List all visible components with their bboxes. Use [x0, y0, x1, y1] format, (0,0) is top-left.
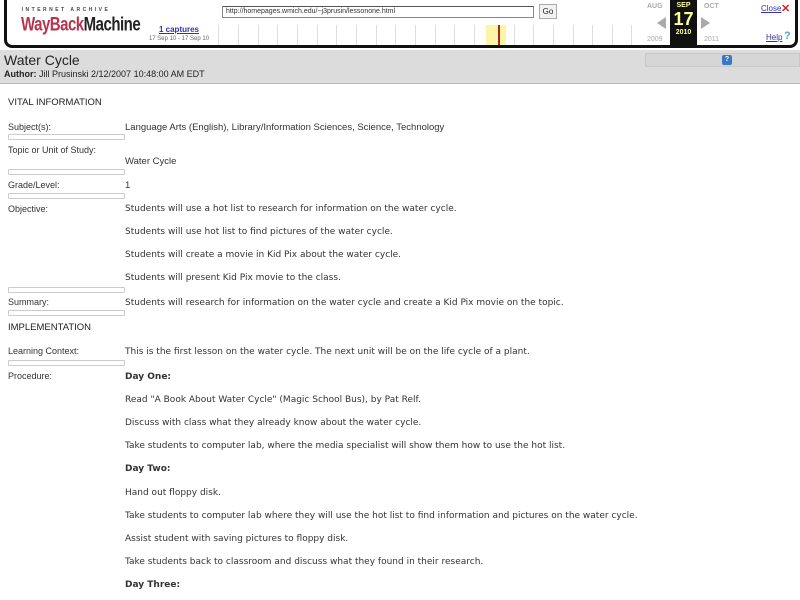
section-title-vital: VITAL INFORMATION [8, 97, 102, 108]
next-month[interactable]: OCT [704, 3, 719, 10]
current-year: 2010 [675, 29, 692, 36]
procedure-step: Discuss with class what they already know about the water cycle. [125, 418, 422, 428]
label-box [8, 287, 125, 293]
page-author [4, 69, 205, 79]
timeline-tick [317, 25, 318, 45]
timeline-tick [631, 25, 632, 45]
timeline-tick [258, 25, 259, 45]
label-box [8, 310, 125, 316]
capture-timeline[interactable] [212, 23, 632, 47]
section-title-implementation: IMPLEMENTATION [8, 322, 92, 333]
logo-main-part1: WayBack [21, 13, 84, 36]
help-icon[interactable]: ? [722, 55, 732, 65]
topic-value: Water Cycle [125, 156, 177, 167]
next-arrow-icon[interactable] [701, 17, 710, 29]
timeline-tick [514, 25, 515, 45]
timeline-tick [395, 25, 396, 45]
subjects-label: Subject(s): [8, 122, 52, 132]
timeline-tick [474, 25, 475, 45]
captures-info [139, 25, 219, 42]
timeline-tick [356, 25, 357, 45]
logo-main-part2: Machine [83, 13, 141, 36]
timeline-tick [533, 25, 534, 45]
timeline-tick [376, 25, 377, 45]
url-input[interactable]: http://homepages.wmich.edu/~j3prusin/lessonone.html [222, 6, 534, 18]
prev-year[interactable]: 2009 [647, 36, 663, 43]
topic-label: Topic or Unit of Study: [8, 145, 97, 155]
procedure-day-heading: Day Two: [125, 464, 171, 474]
captures-range: 17 Sep 10 - 17 Sep 10 [148, 36, 210, 42]
timeline-tick [415, 25, 416, 45]
captures-link[interactable]: 1 captures [158, 25, 200, 34]
logo-top-text: INTERNET ARCHIVE [21, 7, 111, 13]
objective-item: Students will create a movie in Kid Pix about the water cycle. [125, 250, 402, 260]
timeline-tick [553, 25, 554, 45]
current-day: 17 [673, 9, 694, 29]
subjects-value: Language Arts (English), Library/Information Sciences, Science, Technology [125, 122, 445, 133]
grade-value: 1 [125, 180, 131, 191]
procedure-day-heading: Day One: [125, 372, 172, 382]
wayback-logo[interactable] [21, 7, 141, 36]
procedure-step: Take students to computer lab, where the media specialist will show them how to use the hot list. [125, 441, 566, 451]
objective-item: Students will use hot list to find pictures of the water cycle. [125, 227, 393, 237]
objective-item: Students will use a hot list to research for information on the water cycle. [125, 204, 457, 214]
timeline-tick [592, 25, 593, 45]
procedure-step: Take students to computer lab where they will use the hot list to find information and pictures on the water cycle. [125, 511, 638, 521]
page-title: Water Cycle [4, 52, 80, 68]
procedure-day-heading: Day Three: [125, 580, 181, 590]
summary-value: Students will research for information on the water cycle and create a Kid Pix movie on the topic. [125, 298, 564, 308]
objective-label: Objective: [8, 204, 49, 214]
label-box [8, 193, 125, 199]
label-box [8, 134, 125, 140]
timeline-tick [612, 25, 613, 45]
current-capture-date [670, 0, 697, 45]
author-value: Jill Prusinski 2/12/2007 10:48:00 AM EDT [39, 69, 205, 79]
procedure-step: Hand out floppy disk. [125, 488, 221, 498]
timeline-tick [573, 25, 574, 45]
timeline-tick [435, 25, 436, 45]
timeline-tick [238, 25, 239, 45]
help-link[interactable]: Help [766, 33, 783, 42]
procedure-step: Read "A Book About Water Cycle" (Magic School Bus), by Pat Relf. [125, 395, 421, 405]
capture-marker[interactable] [498, 25, 500, 45]
label-box [8, 169, 125, 175]
current-year-highlight [486, 25, 506, 45]
timeline-tick [277, 25, 278, 45]
page-header [0, 50, 800, 84]
logo-main-text [21, 13, 141, 36]
close-icon[interactable]: ✕ [781, 3, 791, 15]
summary-label: Summary: [8, 297, 50, 307]
next-year[interactable]: 2011 [704, 36, 720, 43]
grade-label: Grade/Level: [8, 180, 60, 190]
prev-arrow-icon[interactable] [657, 17, 666, 29]
prev-month[interactable]: AUG [647, 3, 663, 10]
procedure-label: Procedure: [8, 371, 53, 381]
timeline-tick [454, 25, 455, 45]
procedure-step: Assist student with saving pictures to floppy disk. [125, 534, 349, 544]
go-button[interactable]: Go [539, 4, 557, 19]
timeline-tick [297, 25, 298, 45]
close-link[interactable]: Close [761, 4, 782, 13]
procedure-step: Take students back to classroom and discuss what they found in their research. [125, 557, 484, 567]
help-question-icon[interactable]: ? [784, 30, 791, 42]
label-box [8, 360, 125, 366]
context-label: Learning Context: [8, 346, 80, 356]
timeline-tick [336, 25, 337, 45]
timeline-tick [218, 25, 219, 45]
current-month: SEP [676, 2, 691, 9]
objective-item: Students will present Kid Pix movie to the class. [125, 273, 341, 283]
author-label: Author: [4, 69, 37, 79]
context-value: This is the first lesson on the water cycle. The next unit will be on the life cycle of a plant. [125, 347, 530, 357]
